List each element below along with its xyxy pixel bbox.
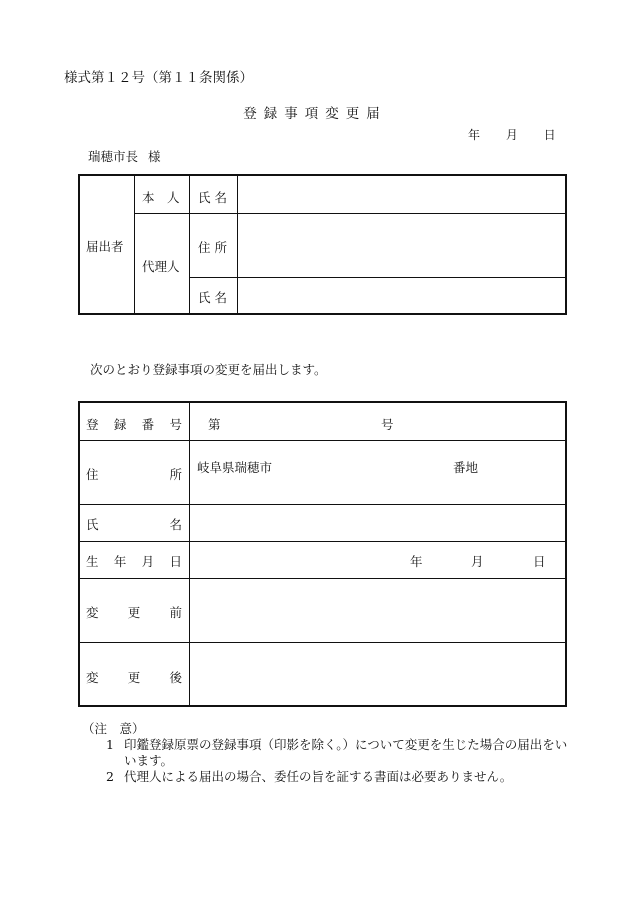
birth-year-label: 年	[410, 554, 423, 569]
reg-number-label: 登 録 番 号	[86, 417, 182, 432]
notes-section	[82, 721, 582, 785]
before-label: 変 更 前	[86, 605, 182, 620]
after-change-field[interactable]	[190, 643, 565, 705]
note-text: 代理人による届出の場合、委任の旨を証する書面は必要ありません。	[124, 769, 513, 784]
address-label: 住 所	[86, 467, 182, 482]
self-label: 本 人	[142, 190, 180, 205]
addressee: 瑞穂市長 様	[88, 149, 161, 164]
record-table	[78, 401, 567, 707]
note-item	[82, 769, 582, 785]
address-field[interactable]	[190, 441, 565, 504]
divider	[134, 176, 135, 313]
name-field[interactable]	[190, 505, 565, 541]
submission-date: 年 月 日	[468, 128, 556, 142]
birth-month-label: 月	[471, 554, 484, 569]
note-text: 印鑑登録原票の登録事項（印影を除く。）について変更を生じた場合の届出をいいます。	[124, 737, 568, 768]
agent-address-label: 住 所	[198, 240, 227, 255]
notifier-group-label: 届出者	[86, 239, 124, 254]
notes-heading: （注 意）	[82, 721, 145, 736]
address-prefix: 岐阜県瑞穂市	[197, 460, 273, 475]
reg-number-suffix: 号	[381, 417, 394, 432]
birth-label: 生 年 月 日	[86, 554, 182, 569]
name-label: 氏 名	[86, 517, 182, 532]
after-label: 変 更 後	[86, 670, 182, 685]
note-number: 2	[106, 769, 114, 784]
reg-number-field[interactable]	[190, 403, 565, 440]
agent-name-field[interactable]	[238, 278, 565, 313]
intro-text: 次のとおり登録事項の変更を届出します。	[90, 362, 327, 377]
note-number: 1	[106, 737, 114, 752]
notifier-table	[78, 174, 567, 315]
divider	[189, 176, 190, 313]
birth-day-label: 日	[533, 554, 546, 569]
reg-number-prefix: 第	[208, 417, 221, 432]
form-id: 様式第１２号（第１１条関係）	[64, 70, 253, 86]
form-title: 登録事項変更届	[243, 106, 387, 122]
self-name-field[interactable]	[238, 176, 565, 213]
before-change-field[interactable]	[190, 579, 565, 642]
birth-date-field[interactable]	[190, 542, 565, 578]
self-name-label: 氏 名	[198, 190, 227, 205]
agent-name-label: 氏 名	[198, 290, 227, 305]
note-item	[82, 737, 582, 769]
address-suffix: 番地	[453, 460, 479, 475]
agent-label: 代理人	[142, 259, 180, 274]
agent-address-field[interactable]	[238, 214, 565, 277]
